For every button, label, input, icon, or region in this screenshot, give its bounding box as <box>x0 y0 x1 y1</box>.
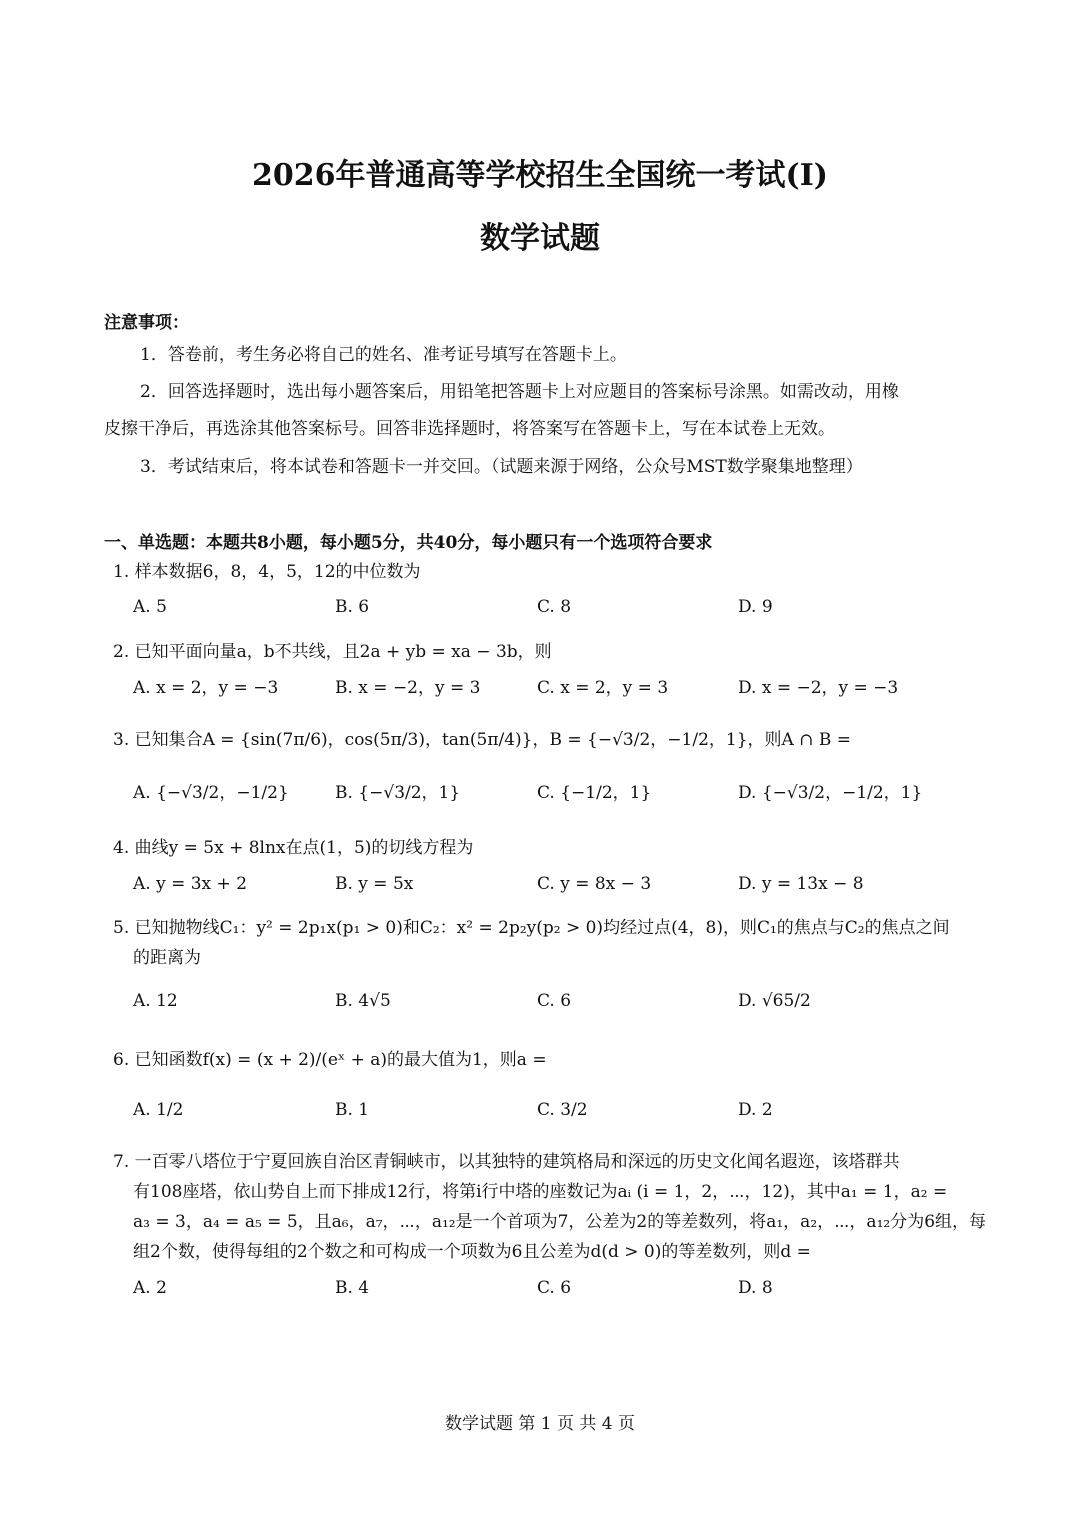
question-1-option-d: D. 9 <box>738 597 773 617</box>
question-1-stem: 1. 样本数据6，8，4，5，12的中位数为 <box>113 562 421 582</box>
question-2-option-d: D. x = −2，y = −3 <box>738 678 899 698</box>
question-5-option-d: D. √65/2 <box>738 991 811 1011</box>
question-3-option-c: C. {−1/2，1} <box>537 783 652 803</box>
question-5-option-c: C. 6 <box>537 991 572 1011</box>
question-6-option-d: D. 2 <box>738 1100 773 1120</box>
notice-heading: 注意事项： <box>104 313 189 333</box>
exam-subtitle: 数学试题 <box>480 221 600 256</box>
section-heading: 一、单选题：本题共8小题，每小题5分，共40分，每小题只有一个选项符合要求 <box>104 533 713 553</box>
notice-item-3: 3．考试结束后，将本试卷和答题卡一并交回。（试题来源于网络，公众号MST数学聚集地整理） <box>140 457 863 477</box>
question-1-option-c: C. 8 <box>537 597 572 617</box>
question-5-option-a: A. 12 <box>133 991 178 1011</box>
question-1-option-a: A. 5 <box>133 597 167 617</box>
question-7-option-b: B. 4 <box>335 1278 370 1298</box>
question-2-option-b: B. x = −2，y = 3 <box>335 678 481 698</box>
page-footer: 数学试题 第 1 页 共 4 页 <box>444 1414 636 1434</box>
question-3-option-b: B. {−√3/2，1} <box>335 783 461 803</box>
notice-item-2-line-2: 皮擦干净后，再选涂其他答案标号。回答非选择题时，将答案写在答题卡上，写在本试卷上无效。 <box>104 419 835 439</box>
question-3-option-d: D. {−√3/2，−1/2，1} <box>738 783 923 803</box>
question-6-stem: 6. 已知函数f(x) = (x + 2)/(eˣ + a)的最大值为1，则a = <box>113 1050 547 1070</box>
question-7-option-d: D. 8 <box>738 1278 773 1298</box>
question-7-option-c: C. 6 <box>537 1278 572 1298</box>
question-2-option-c: C. x = 2，y = 3 <box>537 678 669 698</box>
question-6-option-a: A. 1/2 <box>133 1100 184 1120</box>
notice-item-1: 1．答卷前，考生务必将自己的姓名、准考证号填写在答题卡上。 <box>140 345 627 365</box>
question-7-stem-line-1: 7. 一百零八塔位于宁夏回族自治区青铜峡市，以其独特的建筑格局和深远的历史文化闻名遐迩，该塔群共 <box>113 1152 900 1172</box>
question-5-option-b: B. 4√5 <box>335 991 391 1011</box>
question-3-stem: 3. 已知集合A = {sin(7π/6)，cos(5π/3)，tan(5π/4)}，B = {−√3/2，−1/2，1}，则A ∩ B = <box>113 730 851 750</box>
question-2-stem: 2. 已知平面向量a，b不共线，且2a + yb = xa − 3b，则 <box>113 642 552 662</box>
question-5-stem-line-1: 5. 已知抛物线C₁：y² = 2p₁x(p₁ > 0)和C₂：x² = 2p₂y(p₂ > 0)均经过点(4，8)，则C₁的焦点与C₂的焦点之间 <box>113 918 950 938</box>
question-4-option-c: C. y = 8x − 3 <box>537 874 652 894</box>
question-7-option-a: A. 2 <box>133 1278 167 1298</box>
question-5-stem-line-2: 的距离为 <box>133 948 201 968</box>
question-7-stem-line-4: 组2个数，使得每组的2个数之和可构成一个项数为6且公差为d(d > 0)的等差数列，则d = <box>133 1242 811 1262</box>
notice-item-2-line-1: 2．回答选择题时，选出每小题答案后，用铅笔把答题卡上对应题目的答案标号涂黑。如需改动，用橡 <box>140 382 899 402</box>
exam-title: 2026年普通高等学校招生全国统一考试(I) <box>252 158 828 193</box>
question-7-stem-line-3: a₃ = 3，a₄ = a₅ = 5，且a₆，a₇，⋯，a₁₂是一个首项为7，公差为2的等差数列，将a₁，a₂，⋯，a₁₂分为6组，每 <box>133 1212 987 1232</box>
question-2-option-a: A. x = 2，y = −3 <box>133 678 279 698</box>
question-4-option-b: B. y = 5x <box>335 874 414 894</box>
question-6-option-b: B. 1 <box>335 1100 370 1120</box>
question-4-option-d: D. y = 13x − 8 <box>738 874 864 894</box>
question-7-stem-line-2: 有108座塔，依山势自上而下排成12行，将第i行中塔的座数记为aᵢ (i = 1，2，⋯，12)，其中a₁ = 1，a₂ = <box>133 1182 948 1202</box>
question-3-option-a: A. {−√3/2，−1/2} <box>133 783 289 803</box>
question-1-option-b: B. 6 <box>335 597 370 617</box>
question-6-option-c: C. 3/2 <box>537 1100 588 1120</box>
question-4-option-a: A. y = 3x + 2 <box>133 874 248 894</box>
question-4-stem: 4. 曲线y = 5x + 8lnx在点(1，5)的切线方程为 <box>113 838 474 858</box>
